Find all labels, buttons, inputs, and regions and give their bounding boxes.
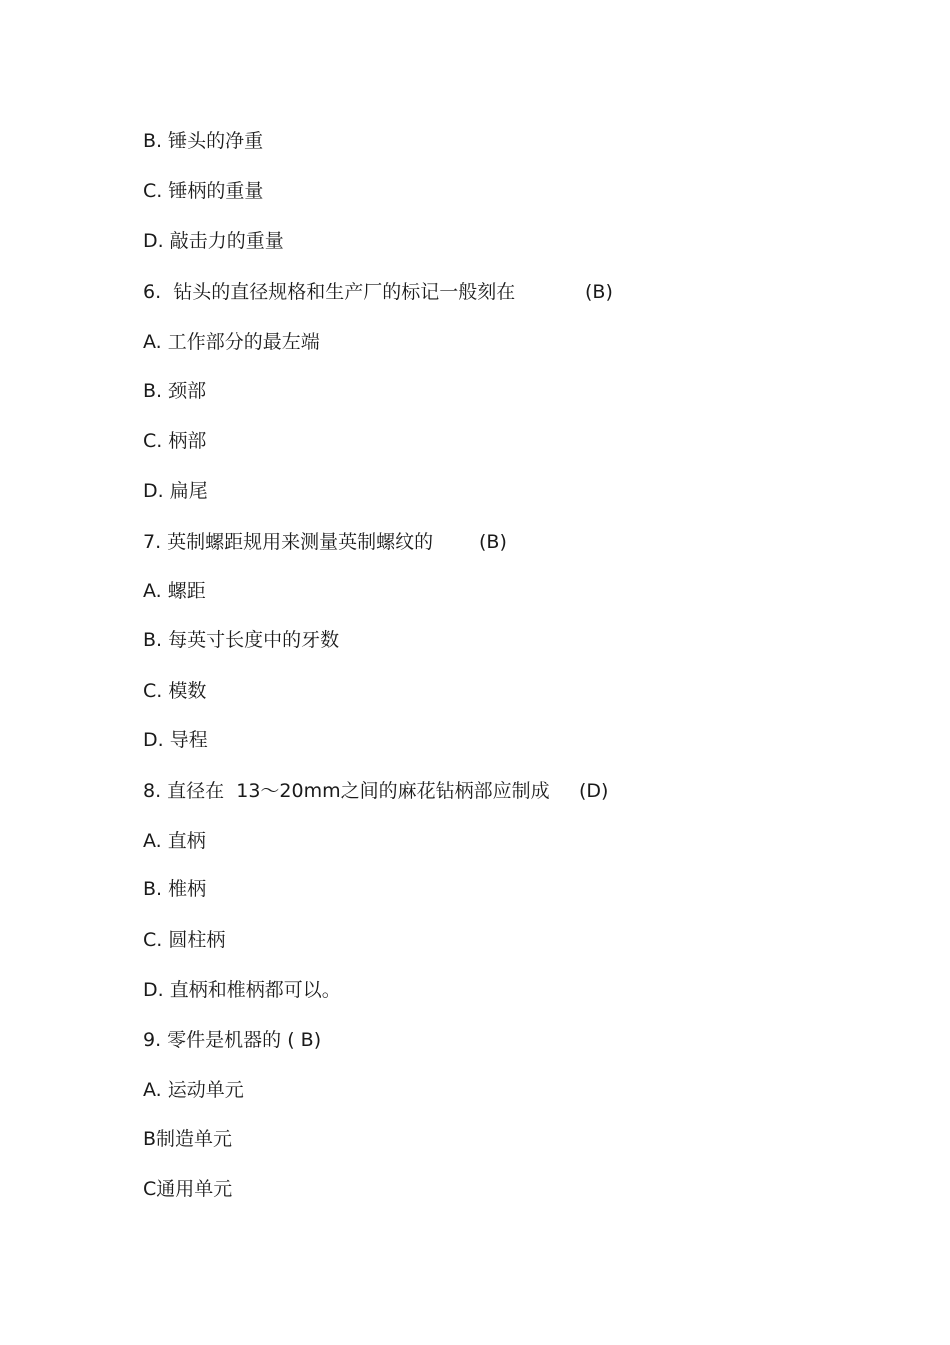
question-line: 6. 钻头的直径规格和生产厂的标记一般刻在 [143, 281, 516, 303]
question-line: 9. 零件是机器的 ( B) [143, 1029, 322, 1051]
option-line: D. 扁尾 [143, 480, 208, 502]
option-line: D. 敲击力的重量 [143, 230, 284, 252]
answer-marker: (B) [479, 531, 507, 553]
option-line: A. 运动单元 [143, 1079, 244, 1101]
option-line: A. 直柄 [143, 830, 206, 852]
option-line: C. 圆柱柄 [143, 929, 226, 951]
option-line: B制造单元 [143, 1128, 233, 1150]
option-line: D. 导程 [143, 729, 208, 751]
option-line: B. 每英寸长度中的牙数 [143, 629, 340, 651]
question-line: 8. 直径在 13～20mm之间的麻花钻柄部应制成 [143, 780, 550, 802]
option-line: C. 柄部 [143, 430, 207, 452]
option-line: C通用单元 [143, 1178, 233, 1200]
option-line: D. 直柄和椎柄都可以。 [143, 979, 341, 1001]
option-line: C. 锤柄的重量 [143, 180, 264, 202]
option-line: A. 工作部分的最左端 [143, 331, 320, 353]
question-line: 7. 英制螺距规用来测量英制螺纹的 [143, 531, 434, 553]
answer-marker: (B) [585, 281, 613, 303]
option-line: A. 螺距 [143, 580, 206, 602]
option-line: B. 颈部 [143, 380, 207, 402]
answer-marker: (D) [579, 780, 609, 802]
option-line: B. 锤头的净重 [143, 130, 264, 152]
option-line: C. 模数 [143, 680, 207, 702]
option-line: B. 椎柄 [143, 878, 207, 900]
